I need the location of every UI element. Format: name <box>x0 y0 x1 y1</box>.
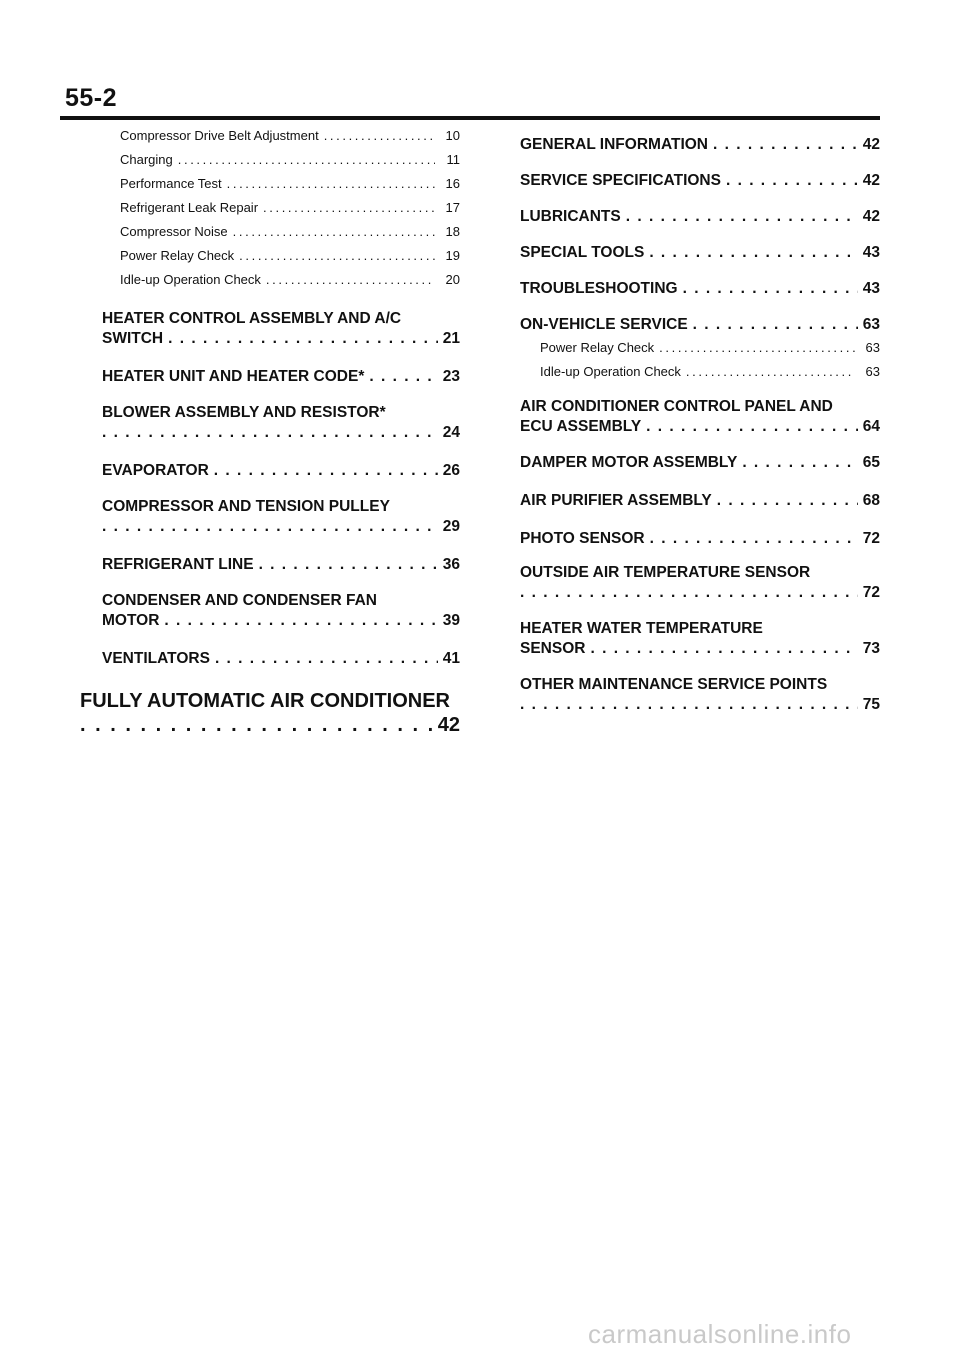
dot-leader <box>178 152 435 167</box>
toc-right-column <box>520 128 880 716</box>
toc-entry-damper-motor[interactable]: DAMPER MOTOR ASSEMBLY . . . 65 <box>520 454 880 474</box>
dot-leader <box>659 340 855 355</box>
page-ref: 24 <box>442 424 460 441</box>
toc-entry-lubricants[interactable]: LUBRICANTS . . . 42 <box>520 208 880 228</box>
toc-entry-troubleshooting[interactable]: TROUBLESHOOTING . . . 43 <box>520 280 880 300</box>
page-ref: 21 <box>442 330 460 347</box>
dot-leader <box>713 136 858 154</box>
page-ref: 63 <box>865 340 880 355</box>
toc-sub-entry[interactable]: Compressor Noise . . . 18 <box>80 224 460 248</box>
dot-leader <box>164 612 437 630</box>
toc-sub-entry[interactable]: Idle-up Operation Check . . . 20 <box>80 272 460 296</box>
page-ref: 63 <box>862 316 880 333</box>
toc-entry-general-information[interactable]: GENERAL INFORMATION . . . 42 <box>520 136 880 156</box>
toc-entry-outside-air-sensor[interactable]: OUTSIDE AIR TEMPERATURE SENSOR . . . 72 <box>520 564 880 604</box>
page-ref: 29 <box>442 518 460 535</box>
toc-entry-blower[interactable]: BLOWER ASSEMBLY AND RESISTOR* . . . 24 <box>80 404 460 444</box>
toc-entry-evaporator[interactable]: EVAPORATOR . . . 26 <box>80 462 460 482</box>
page-ref: 26 <box>442 462 460 479</box>
page-ref: 17 <box>445 200 460 215</box>
toc-entry-condenser[interactable]: CONDENSER AND CONDENSER FAN MOTOR . . . 39 <box>80 592 460 632</box>
sub-item-list <box>80 128 460 296</box>
dot-leader <box>227 176 435 191</box>
page-ref: 43 <box>862 244 880 261</box>
dot-leader <box>233 224 435 239</box>
page-ref: 42 <box>862 172 880 189</box>
toc-entry-ac-control-panel[interactable]: AIR CONDITIONER CONTROL PANEL AND ECU ASSEMBLY . . . 64 <box>520 398 880 438</box>
page-number: 55-2 <box>65 84 118 112</box>
dot-leader <box>168 330 438 348</box>
page-ref: 36 <box>442 556 460 573</box>
dot-leader <box>686 364 855 379</box>
dot-leader <box>266 272 435 287</box>
page-ref: 65 <box>862 454 880 471</box>
toc-entry-heater-water-sensor[interactable]: HEATER WATER TEMPERATURE SENSOR . . . 73 <box>520 620 880 660</box>
dot-leader <box>263 200 435 215</box>
toc-left-column <box>80 128 460 740</box>
dot-leader <box>324 128 435 143</box>
dot-leader <box>520 584 858 602</box>
toc-entry-other-maintenance[interactable]: OTHER MAINTENANCE SERVICE POINTS . . . 75 <box>520 676 880 716</box>
page-ref: 43 <box>862 280 880 297</box>
dot-leader <box>726 172 858 190</box>
page-ref: 41 <box>442 650 460 667</box>
toc-sub-entry[interactable]: Performance Test . . . 16 <box>80 176 460 200</box>
dot-leader <box>742 454 857 472</box>
page-ref: 42 <box>862 208 880 225</box>
toc-entry-on-vehicle-service[interactable]: ON-VEHICLE SERVICE . . . 63 <box>520 316 880 336</box>
dot-leader <box>239 248 435 263</box>
page-ref: 73 <box>862 640 880 657</box>
page-ref: 68 <box>862 492 880 509</box>
page-ref: 18 <box>445 224 460 239</box>
toc-sub-entry[interactable]: Compressor Drive Belt Adjustment . . . 10 <box>80 128 460 152</box>
toc-entry-heater-control[interactable]: HEATER CONTROL ASSEMBLY AND A/C SWITCH . . . 21 <box>80 310 460 350</box>
page-ref: 75 <box>862 696 880 713</box>
dot-leader <box>214 462 438 480</box>
page-ref: 20 <box>445 272 460 287</box>
toc-entry-fully-automatic-ac[interactable] <box>80 690 460 740</box>
toc-entry-service-specifications[interactable]: SERVICE SPECIFICATIONS . . . 42 <box>520 172 880 192</box>
dot-leader <box>369 368 437 386</box>
page-ref: 19 <box>445 248 460 263</box>
dot-leader <box>649 244 857 262</box>
dot-leader <box>520 696 858 714</box>
toc-sub-entry[interactable]: Refrigerant Leak Repair . . . 17 <box>80 200 460 224</box>
toc-entry-compressor[interactable]: COMPRESSOR AND TENSION PULLEY . . . 29 <box>80 498 460 538</box>
dot-leader <box>102 518 438 536</box>
page-ref: 63 <box>865 364 880 379</box>
dot-leader <box>215 650 438 668</box>
page-ref: 16 <box>445 176 460 191</box>
dot-leader <box>590 640 857 658</box>
header-rule <box>60 116 880 120</box>
dot-leader <box>693 316 858 334</box>
dot-leader <box>646 418 858 436</box>
dot-leader <box>259 556 438 574</box>
dot-leader <box>650 530 858 548</box>
toc-entry-heater-unit[interactable]: HEATER UNIT AND HEATER CODE* . . . 23 <box>80 368 460 388</box>
toc-sub-entry[interactable]: Charging . . . 11 <box>80 152 460 176</box>
section-heading: FULLY AUTOMATIC AIR CONDITIONER <box>80 690 450 712</box>
toc-sub-entry[interactable]: Power Relay Check . . . 63 <box>500 340 880 364</box>
page-ref: 42 <box>437 714 460 736</box>
toc-entry-photo-sensor[interactable]: PHOTO SENSOR . . . 72 <box>520 530 880 550</box>
page-ref: 11 <box>446 152 460 167</box>
page-ref: 64 <box>862 418 880 435</box>
dot-leader <box>683 280 858 298</box>
toc-entry-air-purifier[interactable]: AIR PURIFIER ASSEMBLY . . . 68 <box>520 492 880 512</box>
page-ref: 42 <box>862 136 880 153</box>
page-ref: 72 <box>862 584 880 601</box>
toc-entry-special-tools[interactable]: SPECIAL TOOLS . . . 43 <box>520 244 880 264</box>
watermark: carmanualsonline.info <box>588 1319 852 1349</box>
dot-leader <box>626 208 858 226</box>
page-ref: 10 <box>445 128 460 143</box>
toc-entry-refrigerant-line[interactable]: REFRIGERANT LINE . . . 36 <box>80 556 460 576</box>
dot-leader <box>102 424 438 442</box>
page-ref: 23 <box>442 368 460 385</box>
toc-sub-entry[interactable]: Idle-up Operation Check . . . 63 <box>500 364 880 388</box>
page-ref: 39 <box>442 612 460 629</box>
page-ref: 72 <box>862 530 880 547</box>
dot-leader <box>717 492 858 510</box>
on-vehicle-sub-list <box>500 340 880 388</box>
toc-sub-entry[interactable]: Power Relay Check . . . 19 <box>80 248 460 272</box>
dot-leader <box>80 714 432 737</box>
toc-entry-ventilators[interactable]: VENTILATORS . . . 41 <box>80 650 460 670</box>
